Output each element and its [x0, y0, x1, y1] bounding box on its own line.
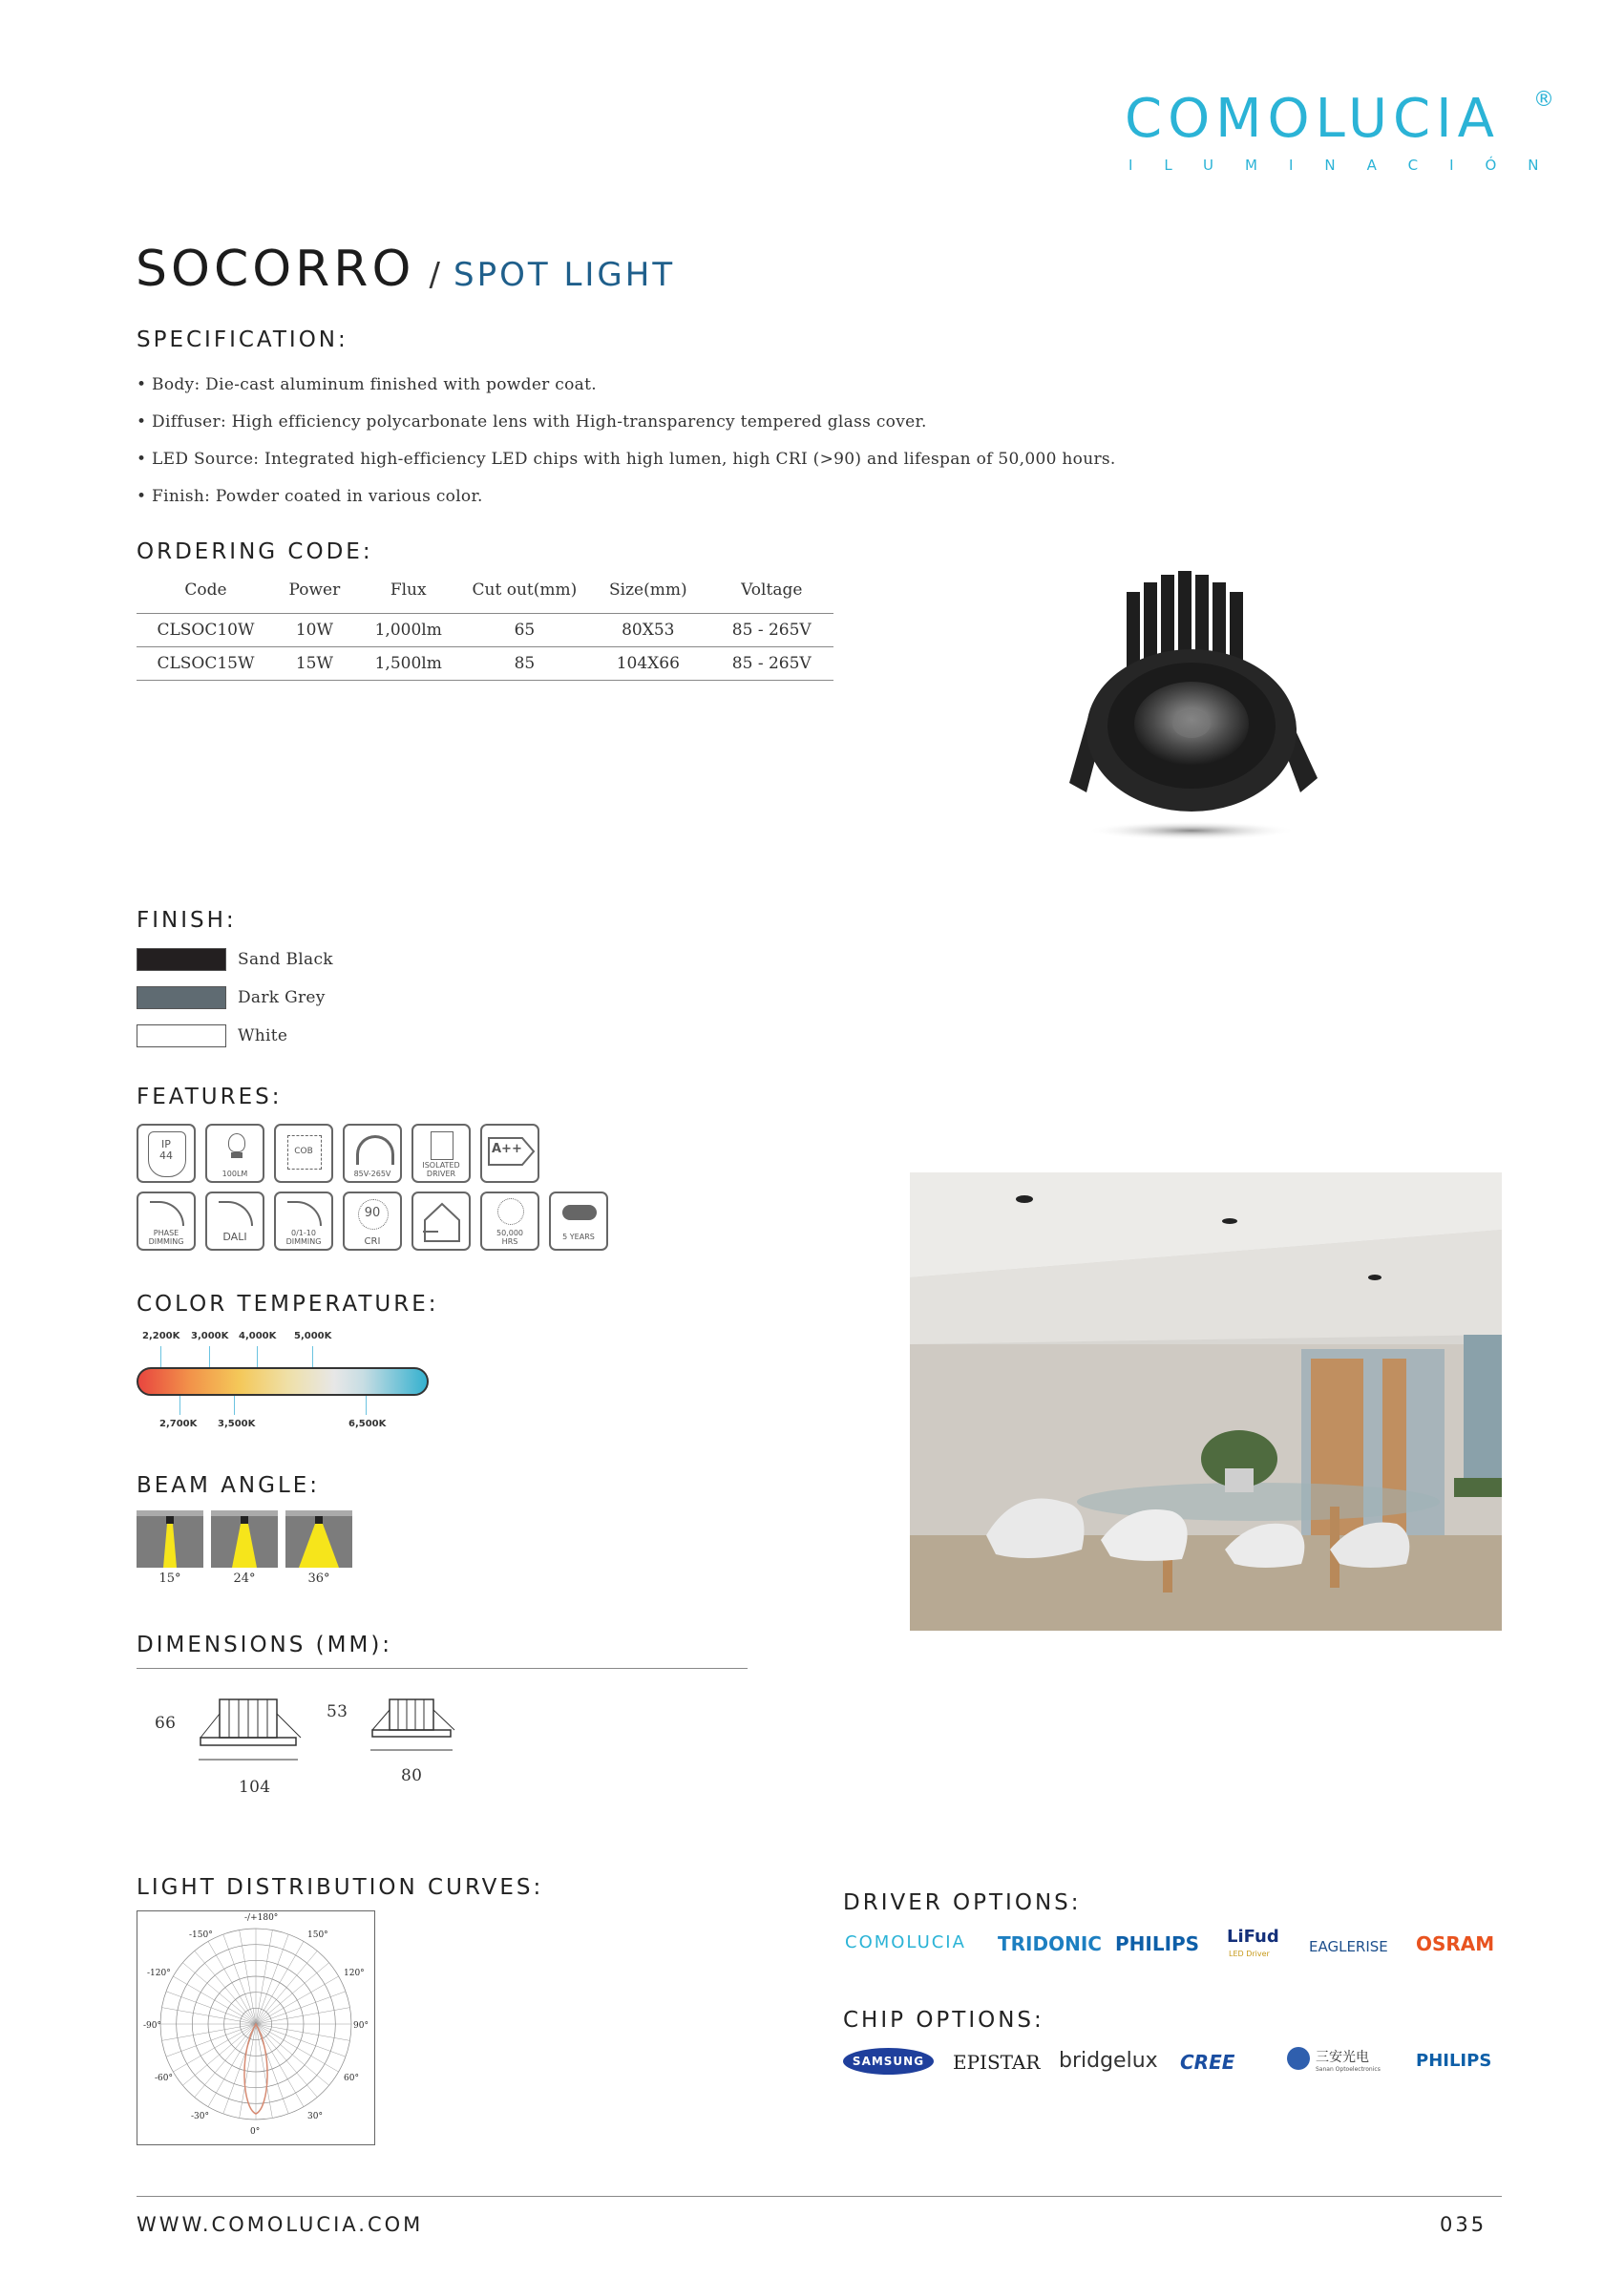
isolated-driver-icon	[411, 1124, 471, 1183]
table-cell: 85	[514, 654, 536, 673]
brand-logo	[1125, 88, 1571, 183]
lifespan-clock-icon	[480, 1192, 539, 1251]
interior-photo	[910, 1172, 1502, 1631]
angle-label: -90°	[143, 2021, 161, 2031]
product-image	[1031, 554, 1356, 850]
column-header: Size(mm)	[609, 580, 687, 600]
color-temperature-heading: COLOR TEMPERATURE:	[137, 1292, 439, 1317]
indoor-house-icon	[411, 1192, 471, 1251]
spec-item: • Finish: Powder coated in various color.	[137, 487, 483, 506]
angle-label: -120°	[147, 1969, 171, 1978]
driver-brand-logos	[843, 1927, 1511, 1974]
table-row	[137, 614, 833, 647]
eaglerise-logo: EAGLERISE	[1309, 1938, 1388, 1955]
angle-label: -30°	[191, 2112, 209, 2121]
lamp-outline-small	[363, 1695, 468, 1761]
finish-list	[137, 948, 333, 1047]
dimension-height: 66	[155, 1714, 177, 1733]
ct-tick	[234, 1396, 235, 1415]
finish-option	[137, 986, 333, 1009]
lumen-label: 100LM	[221, 1170, 248, 1178]
beam-15-icon	[137, 1510, 203, 1568]
color-temperature-gradient-bar	[137, 1367, 429, 1396]
column-header: Power	[288, 580, 341, 600]
spec-item: • Body: Die-cast aluminum finished with powder coat.	[137, 375, 597, 394]
dimension-drawing-small	[325, 1695, 487, 1809]
cri-icon	[343, 1192, 402, 1251]
chip-brand-logos	[843, 2043, 1511, 2091]
philips-chip-logo: PHILIPS	[1416, 2051, 1492, 2071]
table-cell: 85 - 265V	[731, 621, 812, 640]
product-category: SPOT LIGHT	[453, 256, 676, 294]
isolated-driver-label: ISOLATED DRIVER	[422, 1161, 460, 1178]
angle-label: 30°	[307, 2112, 323, 2121]
ct-label-bottom: 3,500K	[218, 1419, 256, 1429]
spec-item: • Diffuser: High efficiency polycarbonate lens with High-transparency tempered glass cover.	[137, 412, 927, 432]
angle-label: -150°	[189, 1930, 213, 1940]
dali-icon	[205, 1192, 264, 1251]
ct-tick	[209, 1346, 210, 1367]
polar-grid	[137, 1911, 374, 2144]
features-row-2	[137, 1192, 608, 1251]
table-cell: 85 - 265V	[731, 654, 812, 673]
title-separator: /	[429, 256, 443, 294]
column-header: Voltage	[741, 580, 803, 600]
column-header: Cut out(mm)	[472, 580, 578, 600]
lifespan-label: 50,000 HRS	[496, 1229, 523, 1246]
table-header-row	[137, 571, 833, 614]
cri-label: CRI	[364, 1236, 381, 1247]
beam-angle-label: 15°	[158, 1571, 181, 1586]
angle-label: 120°	[344, 1969, 365, 1978]
osram-logo: OSRAM	[1416, 1932, 1495, 1955]
ct-label-top: 2,200K	[142, 1331, 180, 1341]
samsung-logo	[843, 2048, 934, 2075]
angle-label: 0°	[250, 2127, 261, 2137]
column-header: Flux	[390, 580, 427, 600]
sanan-logo	[1287, 2043, 1382, 2081]
ordering-code-heading: ORDERING CODE:	[137, 539, 373, 564]
table-cell: 80X53	[622, 621, 675, 640]
light-distribution-chart	[137, 1910, 375, 2145]
color-swatch	[137, 948, 226, 971]
bulb-icon	[205, 1124, 264, 1183]
beam-36-icon	[285, 1510, 352, 1568]
bridgelux-logo: bridgelux	[1059, 2049, 1158, 2073]
ct-tick	[179, 1396, 180, 1415]
spec-item: • LED Source: Integrated high-efficiency LED chips with high lumen, high CRI (>90) and lifespan of 50,000 hours.	[137, 450, 1116, 469]
table-cell: 10W	[295, 621, 333, 640]
beam-option	[211, 1510, 278, 1586]
energy-class-icon	[480, 1124, 539, 1183]
beam-angle-label: 36°	[307, 1571, 330, 1586]
sanan-emblem-icon	[1287, 2047, 1310, 2070]
table-cell: 1,000lm	[374, 621, 442, 640]
specification-list	[137, 367, 1116, 516]
logo-tagline: ILUMINACIÓN	[1128, 157, 1571, 174]
product-name: SOCORRO	[136, 241, 415, 298]
ct-label-bottom: 2,700K	[159, 1419, 198, 1429]
table-cell: 104X66	[616, 654, 680, 673]
lifud-logo: LiFud	[1227, 1927, 1279, 1947]
dimming-0-1-10-icon	[274, 1192, 333, 1251]
warranty-handshake-icon	[549, 1192, 608, 1251]
footer-website[interactable]: WWW.COMOLUCIA.COM	[137, 2213, 424, 2236]
philips-logo: PHILIPS	[1115, 1932, 1200, 1955]
column-header: Code	[184, 580, 227, 600]
logo-wordmark: COMOLUCIA	[1125, 88, 1500, 150]
table-cell: 15W	[295, 654, 333, 673]
color-temperature-scale	[137, 1327, 442, 1442]
angle-label: 90°	[353, 2021, 369, 2031]
footer-divider	[137, 2196, 1502, 2197]
angle-label: -/+180°	[244, 1913, 279, 1923]
features-row-1	[137, 1124, 539, 1183]
ct-tick	[312, 1346, 313, 1367]
phase-dimming-label: PHASE DIMMING	[148, 1229, 184, 1246]
dimension-width: 104	[239, 1778, 271, 1797]
sanan-sub: Sanan Optoelectronics	[1316, 2066, 1381, 2073]
cob-label: COB	[294, 1147, 313, 1156]
ct-tick	[366, 1396, 367, 1415]
ct-tick	[160, 1346, 161, 1367]
beam-option	[285, 1510, 352, 1586]
comolucia-logo: COMOLUCIA	[845, 1932, 966, 1952]
dimension-height: 53	[327, 1702, 348, 1721]
table-cell: 65	[514, 621, 536, 640]
light-distribution-heading: LIGHT DISTRIBUTION CURVES:	[137, 1875, 544, 1900]
sanan-label: 三安光电	[1316, 2050, 1369, 2065]
chip-options-heading: CHIP OPTIONS:	[843, 2008, 1044, 2033]
beam-option	[137, 1510, 203, 1586]
warranty-label: 5 YEARS	[562, 1233, 595, 1241]
ip44-label: IP 44	[159, 1138, 173, 1162]
finish-label: Sand Black	[238, 950, 333, 969]
finish-heading: FINISH:	[137, 908, 237, 933]
lamp-outline-large	[191, 1695, 315, 1771]
ordering-table	[137, 571, 833, 681]
lifud-sub: LED Driver	[1229, 1950, 1270, 1958]
finish-option	[137, 948, 333, 971]
voltage-plug-icon	[343, 1124, 402, 1183]
finish-label: Dark Grey	[238, 988, 326, 1007]
angle-label: -60°	[155, 2074, 173, 2083]
phase-dimming-icon	[137, 1192, 196, 1251]
dimension-width: 80	[401, 1766, 423, 1785]
angle-label: 60°	[344, 2074, 359, 2083]
ct-label-top: 4,000K	[239, 1331, 277, 1341]
beam-angle-options	[137, 1510, 352, 1586]
cri-value: 90	[364, 1206, 381, 1220]
table-cell: 1,500lm	[374, 654, 442, 673]
ct-label-top: 3,000K	[191, 1331, 229, 1341]
specification-heading: SPECIFICATION:	[137, 327, 348, 352]
cob-chip-icon	[274, 1124, 333, 1183]
ip44-icon	[137, 1124, 196, 1183]
dali-label: DALI	[222, 1231, 247, 1243]
color-swatch	[137, 986, 226, 1009]
finish-option	[137, 1024, 333, 1047]
dimensions-heading: DIMENSIONS (MM):	[137, 1633, 393, 1657]
tridonic-logo: TRIDONIC	[998, 1932, 1102, 1955]
product-title	[136, 241, 675, 298]
voltage-label: 85V-265V	[353, 1170, 391, 1178]
angle-label: 150°	[307, 1930, 328, 1940]
samsung-label: SAMSUNG	[852, 2055, 925, 2068]
ct-tick	[257, 1346, 258, 1367]
dimension-drawing-large	[153, 1695, 315, 1809]
ct-label-top: 5,000K	[294, 1331, 332, 1341]
cree-logo: CREE	[1180, 2051, 1235, 2074]
driver-options-heading: DRIVER OPTIONS:	[843, 1890, 1082, 1915]
epistar-logo: EPISTAR	[953, 2051, 1041, 2074]
beam-angle-label: 24°	[233, 1571, 256, 1586]
table-cell: CLSOC15W	[157, 654, 255, 673]
page-number: 035	[1440, 2213, 1487, 2236]
features-heading: FEATURES:	[137, 1085, 283, 1109]
color-swatch	[137, 1024, 226, 1047]
beam-24-icon	[211, 1510, 278, 1568]
dimming-0-1-10-label: 0/1-10 DIMMING	[285, 1229, 322, 1246]
table-row	[137, 647, 833, 681]
dimensions-divider	[137, 1668, 748, 1669]
table-cell: CLSOC10W	[157, 621, 255, 640]
beam-angle-heading: BEAM ANGLE:	[137, 1473, 321, 1498]
ct-label-bottom: 6,500K	[348, 1419, 387, 1429]
energy-class-label: A++	[492, 1142, 522, 1156]
finish-label: White	[238, 1026, 288, 1045]
registered-mark: ®	[1533, 88, 1554, 112]
